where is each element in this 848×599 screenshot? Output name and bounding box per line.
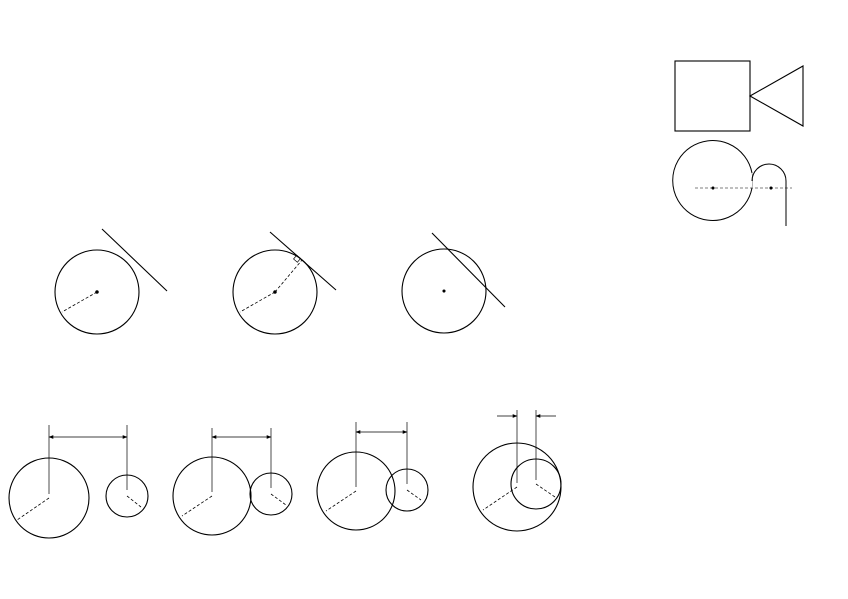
line-circle-tangentes (233, 232, 336, 334)
small-arc (752, 164, 786, 181)
line-r (270, 232, 336, 290)
circles-tangentes-interiores (473, 410, 561, 531)
radius1-line (407, 490, 421, 500)
circles-tangentes-exteriores (173, 428, 292, 535)
triangle-shape (750, 66, 803, 126)
center-o-dot (712, 187, 714, 189)
center-dot (274, 291, 276, 293)
line-circle-secantes (402, 233, 505, 333)
square-triangle-figure (675, 61, 803, 131)
center-dot (443, 290, 445, 292)
radius1-line (127, 496, 141, 507)
radius-line (182, 496, 212, 516)
radius-line (483, 487, 517, 510)
radius-line (62, 292, 97, 312)
line-r (102, 229, 167, 291)
radius1-line (271, 494, 286, 505)
center-dot (96, 291, 98, 293)
radius1-line (536, 484, 555, 497)
line-r (432, 233, 505, 307)
radius-line (326, 491, 356, 511)
radius-line (17, 498, 49, 520)
perpendicular-line (275, 260, 302, 292)
large-arc (673, 141, 752, 221)
circles-exteriores (9, 425, 148, 538)
circles-secantes (317, 422, 428, 530)
square-shape (675, 61, 750, 131)
radius-line (240, 292, 275, 312)
tangent-arcs-figure (673, 141, 792, 226)
line-circle-exteriores (55, 229, 167, 334)
center-o1-dot (770, 187, 772, 189)
